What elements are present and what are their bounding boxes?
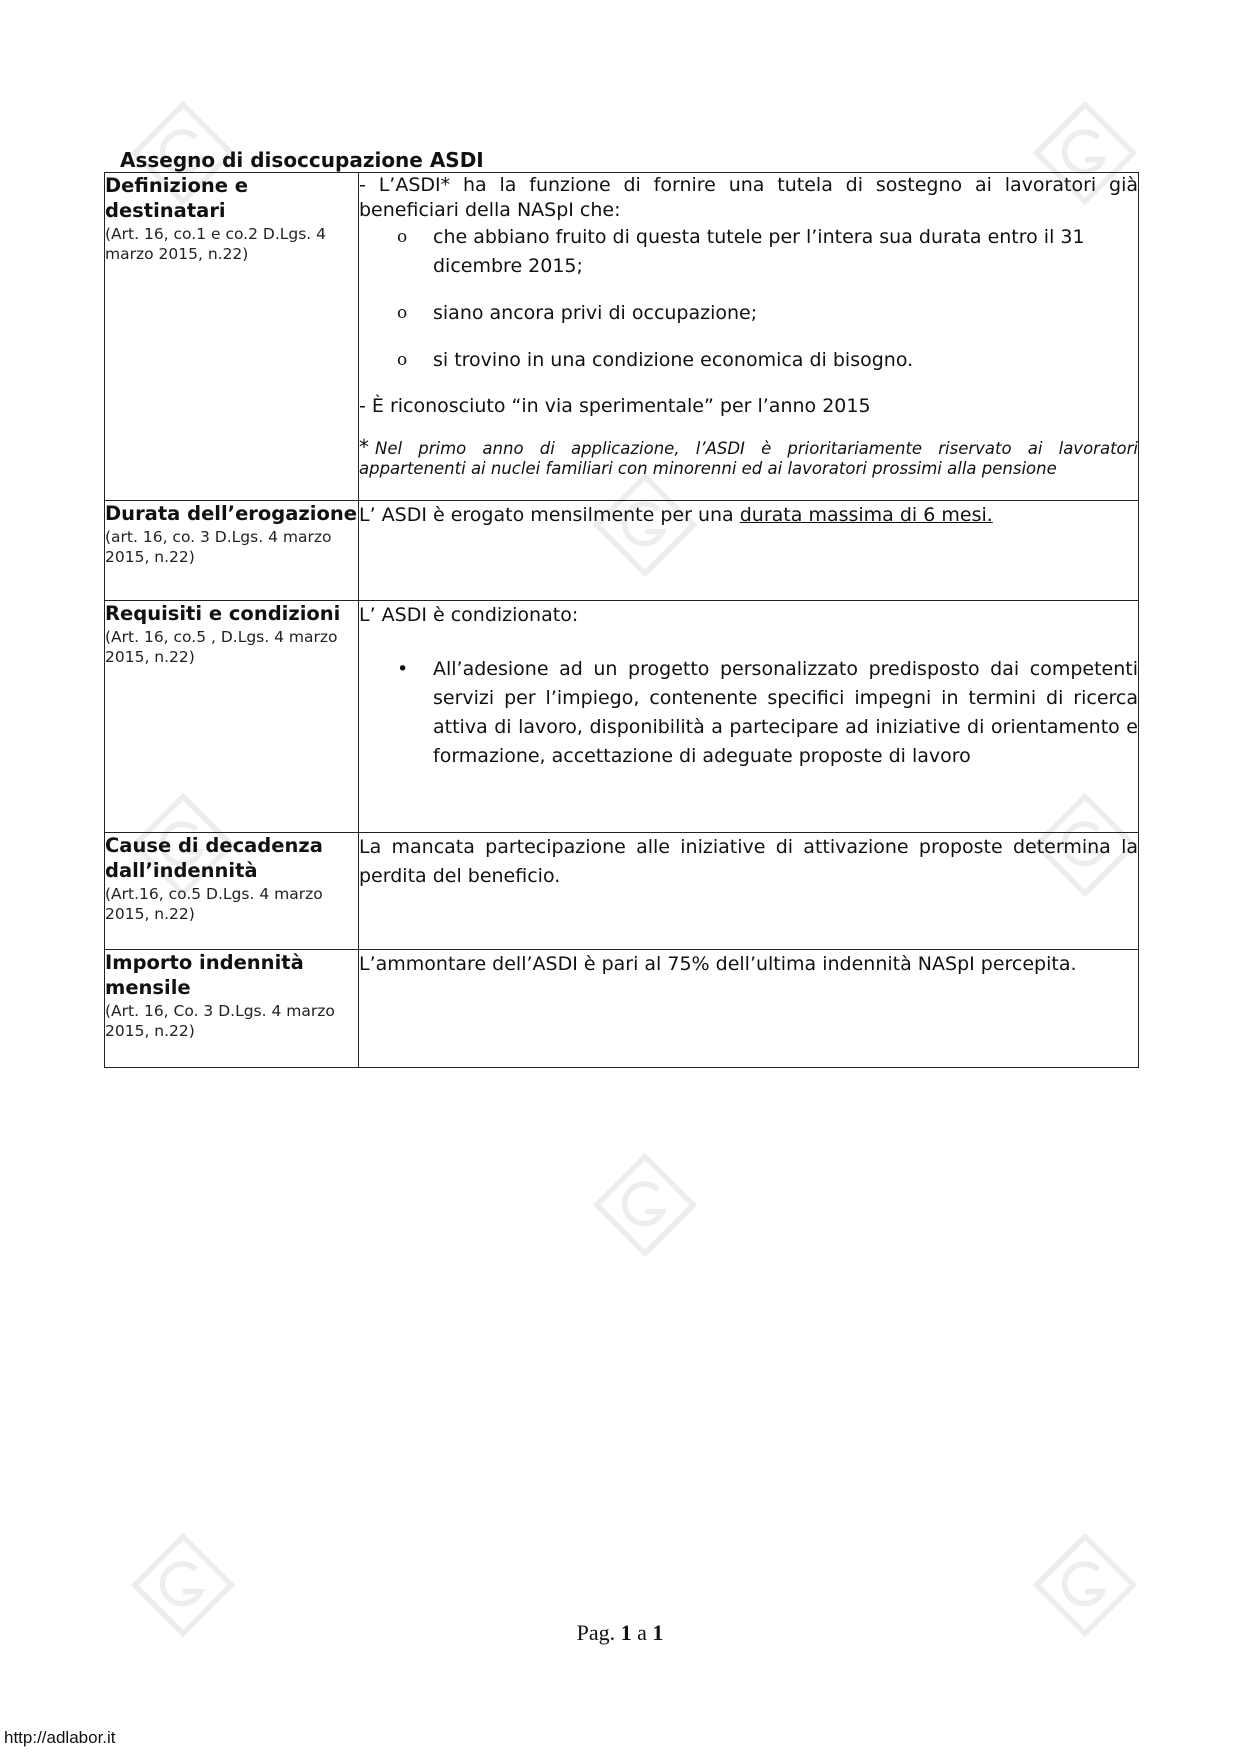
row-reference: (Art. 16, co.5 , D.Lgs. 4 marzo 2015, n.22) bbox=[105, 628, 338, 666]
list-item: o si trovino in una condizione economica di bisogno. bbox=[359, 346, 1138, 375]
list-item: o siano ancora privi di occupazione; bbox=[359, 299, 1138, 328]
list-item: o che abbiano fruito di questa tutele per l’intera sua durata entro il 31 dicembre 2015; bbox=[359, 223, 1138, 281]
list-item: • All’adesione ad un progetto personalizzato predisposto dai competenti servizi per l’impiego, contenente specifici impegni in termini di ricerca attiva di lavoro, disponibilità a partecipare ad iniziative di orientamento e formazione, accettazione di adeguate proposte di lavoro bbox=[359, 655, 1138, 771]
row-heading: Importo indennità mensile bbox=[105, 951, 304, 999]
page-title: Assegno di disoccupazione ASDI bbox=[120, 148, 484, 172]
table-row-requisiti bbox=[105, 601, 1139, 833]
row-reference: (Art. 16, co.1 e co.2 D.Lgs. 4 marzo 2015, n.22) bbox=[105, 225, 327, 263]
page-footer bbox=[0, 1620, 1240, 1646]
row-intro: L’ ASDI è condizionato: bbox=[359, 604, 579, 626]
footer-sep: a bbox=[637, 1620, 647, 1645]
row-text: L’ ASDI è erogato mensilmente per una bbox=[359, 504, 734, 526]
footer-prefix: Pag. bbox=[576, 1620, 616, 1645]
row-heading: Cause di decadenza dall’indennità bbox=[105, 834, 323, 882]
row-label-cell bbox=[105, 950, 359, 1068]
footer-current-page: 1 bbox=[620, 1620, 632, 1645]
footer-total-pages: 1 bbox=[652, 1620, 664, 1645]
row-intro: - L’ASDI* ha la funzione di fornire una tutela di sostegno ai lavoratori già beneficiari della NASpI che: bbox=[359, 174, 1138, 221]
row-heading: Definizione e destinatari bbox=[105, 174, 248, 222]
table-row-durata bbox=[105, 501, 1139, 601]
row-label-cell bbox=[105, 833, 359, 950]
table-row-importo bbox=[105, 950, 1139, 1068]
row-label-cell bbox=[105, 501, 359, 601]
footnote bbox=[359, 437, 1138, 479]
row-extra: - È riconosciuto “in via sperimentale” per l’anno 2015 bbox=[359, 395, 871, 417]
row-heading: Durata dell’erogazione bbox=[105, 502, 357, 525]
table-row-decadenza bbox=[105, 833, 1139, 950]
row-content-cell: L’ammontare dell’ASDI è pari al 75% dell’ultima indennità NASpI percepita. bbox=[359, 950, 1139, 1068]
row-heading: Requisiti e condizioni bbox=[105, 602, 341, 625]
footnote-text: Nel primo anno di applicazione, l’ASDI è prioritariamente riservato ai lavoratori appartenenti ai nuclei familiari con minorenni ed ai lavoratori prossimi alla pensione bbox=[359, 439, 1138, 478]
row-label-cell bbox=[105, 173, 359, 501]
row-reference: (Art. 16, Co. 3 D.Lgs. 4 marzo 2015, n.22) bbox=[105, 1002, 335, 1040]
info-table bbox=[104, 172, 1139, 1068]
row-reference: (Art.16, co.5 D.Lgs. 4 marzo 2015, n.22) bbox=[105, 885, 323, 923]
requirements-list bbox=[359, 223, 1138, 375]
row-content-cell: La mancata partecipazione alle iniziative di attivazione proposte determina la perdita del beneficio. bbox=[359, 833, 1139, 950]
table-row-definizione bbox=[105, 173, 1139, 501]
source-url: http://adlabor.it bbox=[4, 1728, 116, 1747]
conditions-list bbox=[359, 655, 1138, 771]
row-content-cell bbox=[359, 173, 1139, 501]
row-content-cell bbox=[359, 501, 1139, 601]
underlined-duration: durata massima di 6 mesi. bbox=[739, 504, 993, 526]
watermark-icon bbox=[590, 1150, 700, 1260]
row-reference: (art. 16, co. 3 D.Lgs. 4 marzo 2015, n.22) bbox=[105, 528, 332, 566]
footnote-mark: * bbox=[359, 435, 369, 459]
row-label-cell bbox=[105, 601, 359, 833]
row-content-cell bbox=[359, 601, 1139, 833]
